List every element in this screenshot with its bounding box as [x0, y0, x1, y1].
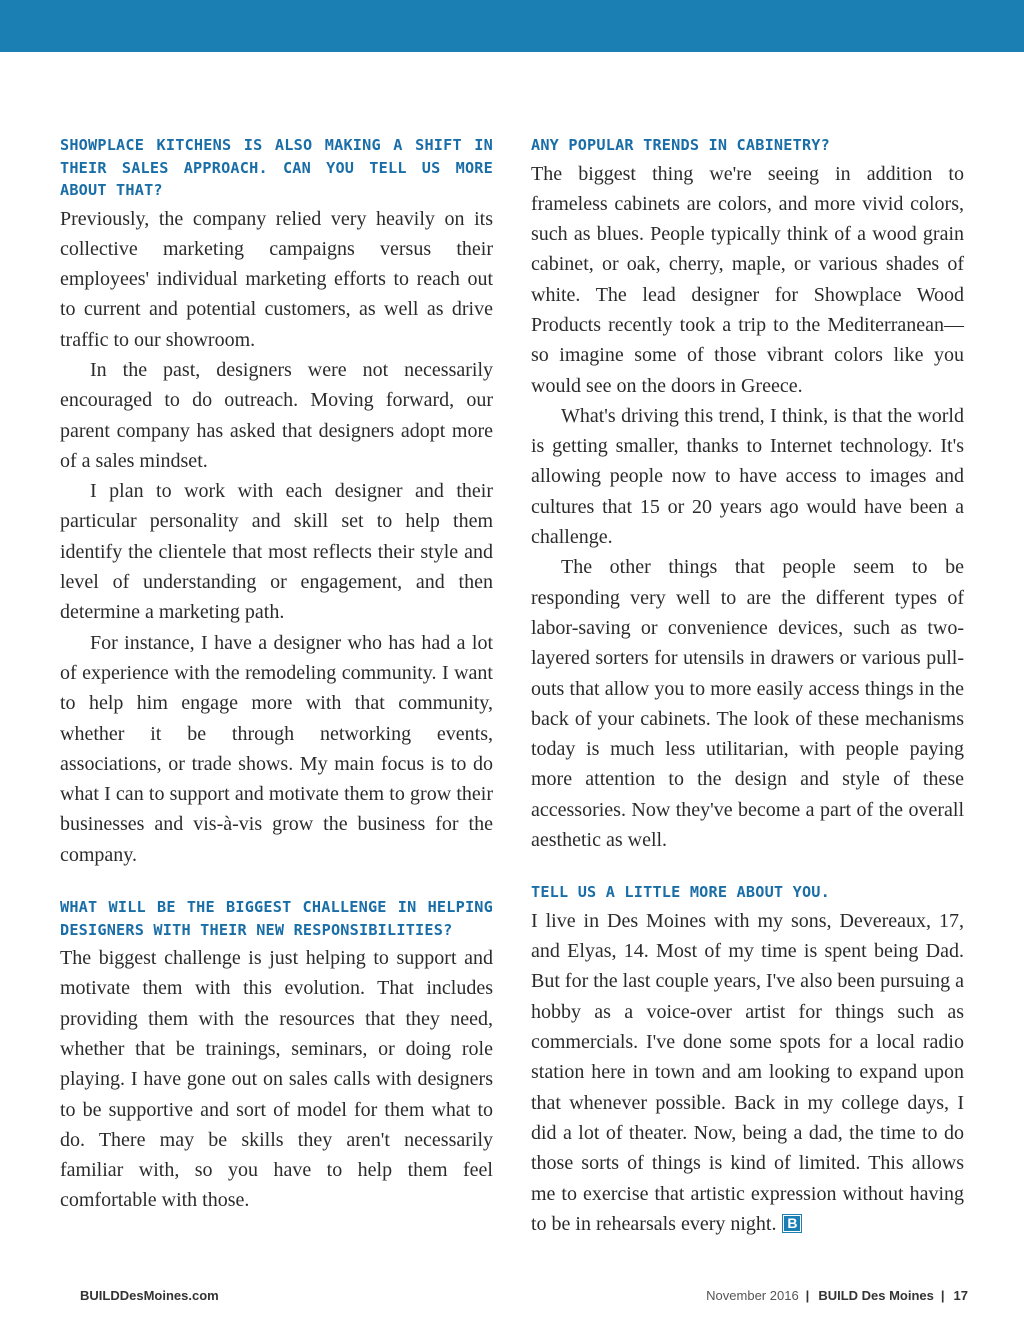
answer-paragraph: The other things that people seem to be responding very well to are the different types of labor-saving or convenience devices, such as two-layered sorters for utensils in drawers or various pull-outs that allow you to more easily access things in the back of your cabinets. The look of these mechanisms today is much less utilitarian, with people paying more attention to the design and style of these accessories. Now they've become a part of the overall aesthetic as well. — [531, 556, 964, 852]
end-mark-icon: B — [782, 1214, 802, 1233]
issue-date: November 2016 — [706, 1288, 799, 1303]
answer-text: I live in Des Moines with my sons, Devereaux, 17, and Elyas, 14. Most of my time is spent being Dad. But for the last couple years, I've also been pursuing a hobby as a voice-over artist for things such as commercials. I've done some spots for a local radio station here in town and am looking to expand upon that whenever possible. Back in my college days, I did a lot of theater. Now, being a dad, the time to do those sorts of things is kind of limited. This allows me to exercise that artistic expression without having to be in rehearsals every night. — [531, 909, 964, 1235]
question-heading: ANY POPULAR TRENDS IN CABINETRY? — [531, 136, 830, 154]
footer-folio — [706, 1288, 968, 1303]
question-heading: WHAT WILL BE THE BIGGEST CHALLENGE IN HELPING DESIGNERS WITH THEIR NEW RESPONSIBILITIES? — [60, 898, 493, 939]
answer-paragraph: In the past, designers were not necessarily encouraged to do outreach. Moving forward, our parent company has asked that designers adopt more of a sales mindset. — [60, 358, 493, 472]
answer-paragraph: Previously, the company relied very heavily on its collective marketing campaigns versus their employees' individual marketing efforts to reach out to current and potential customers, as well as drive traffic to our showroom. — [60, 207, 493, 351]
folio-separator: | — [940, 1288, 945, 1303]
answer-paragraph: The biggest thing we're seeing in addition to frameless cabinets are colors, and more vivid colors, such as blues. People typically think of a wood grain cabinet, or oak, cherry, maple, or various shades of white. The lead designer for Showplace Wood Products recently took a trip to the Mediterranean—so imagine some of those vibrant colors like you would see on the doors in Greece. — [531, 162, 964, 397]
answer-paragraph — [531, 906, 964, 1239]
answer-paragraph: The biggest challenge is just helping to support and motivate them with this evolution. That includes providing them with the resources that they need, whether that be trainings, seminars, or doing role playing. I have gone out on sales calls with designers to be supportive and sort of model for them what to do. There may be skills they aren't necessarily familiar with, so you have to help them feel comfortable with those. — [60, 947, 493, 1212]
question-heading: SHOWPLACE KITCHENS IS ALSO MAKING A SHIFT IN THEIR SALES APPROACH. CAN YOU TELL US MORE ABOUT THAT? — [60, 136, 493, 199]
question-heading: TELL US A LITTLE MORE ABOUT YOU. — [531, 883, 830, 902]
magazine-name: BUILD Des Moines — [818, 1288, 934, 1303]
header-bar — [0, 0, 1024, 52]
left-column — [60, 134, 493, 1216]
footer-website: BUILDDesMoines.com — [80, 1288, 219, 1303]
answer-paragraph: I plan to work with each designer and their particular personality and skill set to help them identify the clientele that most reflects their style and level of understanding or engagement, and then determine a marketing path. — [60, 480, 493, 624]
answer-paragraph: For instance, I have a designer who has had a lot of experience with the remodeling community. I want to help him engage more with that community, whether it be through networking events, associations, or trade shows. My main focus is to do what I can to support and motivate them to grow their businesses and vis-à-vis grow the business for the company. — [60, 631, 493, 866]
right-column — [531, 134, 964, 1239]
folio-separator: | — [805, 1288, 810, 1303]
page-number: 17 — [953, 1288, 968, 1303]
answer-paragraph: What's driving this trend, I think, is that the world is getting smaller, thanks to Internet technology. It's allowing people now to have access to images and cultures that 15 or 20 years ago would have been a challenge. — [531, 404, 964, 549]
